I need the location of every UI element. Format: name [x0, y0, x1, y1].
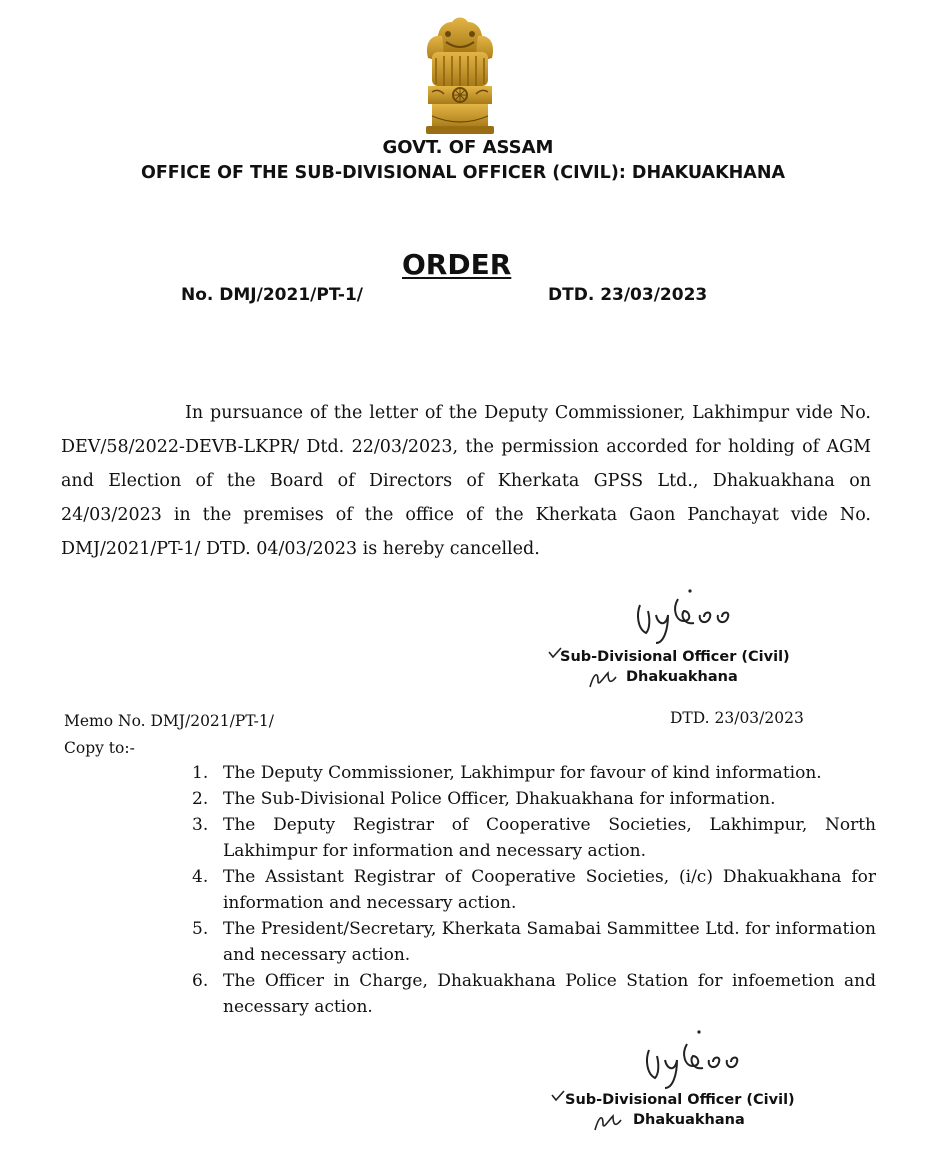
list-item	[188, 786, 876, 812]
list-item-text: The Deputy Commissioner, Lakhimpur for favour of kind information.	[223, 763, 822, 783]
list-item-number: 4.	[192, 867, 209, 887]
state-emblem-icon	[418, 12, 502, 138]
order-body-paragraph: In pursuance of the letter of the Deputy Commissioner, Lakhimpur vide No. DEV/58/2022-DEVB-LKPR/ Dtd. 22/03/2023, the permission accorded for holding of AGM and Election of the Board of Directors of Kherkata GPSS Ltd., Dhakuakhana on 24/03/2023 in the premises of the office of the Kherkata Gaon Panchayat vide No. DMJ/2021/PT-1/ DTD. 04/03/2023 is hereby cancelled.	[61, 403, 871, 559]
tick-mark-icon	[551, 1090, 565, 1102]
handwritten-signature-icon	[637, 1030, 777, 1090]
order-title: ORDER	[402, 248, 512, 281]
list-item-text: The Assistant Registrar of Cooperative Societies, (i/c) Dhakuakhana for information and necessary action.	[223, 867, 876, 913]
handwritten-signature-icon	[628, 585, 768, 645]
signatory-title: Sub-Divisional Officer (Civil)	[565, 1092, 795, 1108]
copy-to-label: Copy to:-	[64, 739, 135, 757]
govt-heading: GOVT. OF ASSAM	[382, 137, 554, 158]
list-item-number: 5.	[192, 919, 209, 939]
list-item-number: 6.	[192, 971, 209, 991]
signatory-title: Sub-Divisional Officer (Civil)	[560, 649, 790, 665]
list-item-number: 3.	[192, 815, 209, 835]
list-item	[188, 968, 876, 1020]
order-date: DTD. 23/03/2023	[548, 285, 708, 305]
signatory-place: Dhakuakhana	[633, 1112, 745, 1128]
list-item-text: The Officer in Charge, Dhakuakhana Police Station for infoemetion and necessary action.	[223, 971, 876, 1017]
signatory-place: Dhakuakhana	[626, 669, 738, 685]
memo-date: DTD. 23/03/2023	[670, 709, 804, 727]
list-item	[188, 864, 876, 916]
list-item	[188, 760, 876, 786]
initials-scribble-icon	[593, 1110, 623, 1134]
office-heading: OFFICE OF THE SUB-DIVISIONAL OFFICER (CIVIL): DHAKUAKHANA	[140, 163, 786, 183]
list-item-text: The Sub-Divisional Police Officer, Dhakuakhana for information.	[223, 789, 776, 809]
memo-number: Memo No. DMJ/2021/PT-1/	[64, 712, 274, 730]
order-number: No. DMJ/2021/PT-1/	[181, 285, 364, 305]
list-item-text: The President/Secretary, Kherkata Samabai Sammittee Ltd. for information and necessary action.	[223, 919, 876, 965]
list-item-number: 2.	[192, 789, 209, 809]
list-item-number: 1.	[192, 763, 209, 783]
list-item-text: The Deputy Registrar of Cooperative Societies, Lakhimpur, North Lakhimpur for information and necessary action.	[223, 815, 876, 861]
list-item	[188, 916, 876, 968]
list-item	[188, 812, 876, 864]
signature-block-1	[540, 585, 840, 695]
copy-to-list	[188, 760, 876, 1020]
signature-block-2	[545, 1030, 845, 1140]
initials-scribble-icon	[588, 667, 618, 691]
